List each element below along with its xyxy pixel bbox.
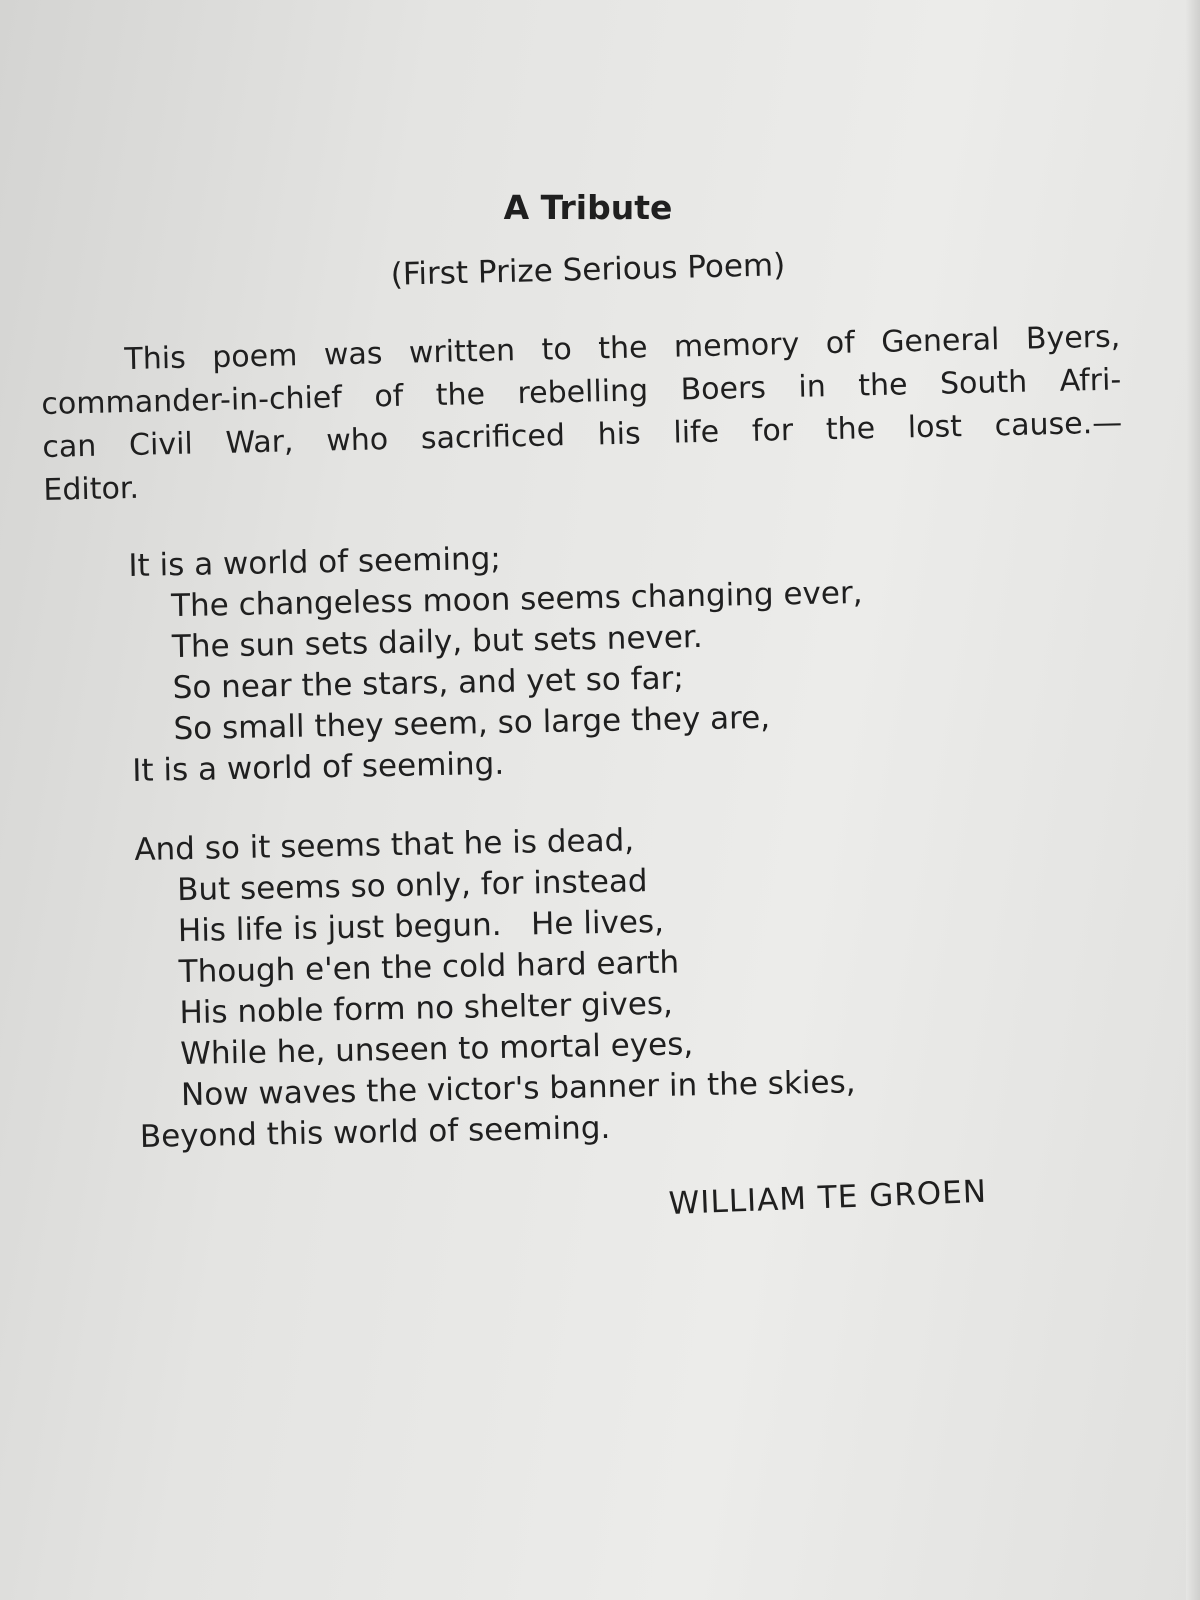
verse-line: Now waves the victor's banner in the skies, bbox=[180, 1064, 856, 1114]
verse-line: His noble form no shelter gives, bbox=[179, 985, 674, 1032]
editor-note-line: This poem was written to the memory of General Byers, bbox=[124, 319, 1121, 378]
verse-line: And so it seems that he is dead, bbox=[134, 822, 635, 868]
verse-line: The sun sets daily, but sets never. bbox=[171, 618, 703, 666]
verse-line: Though e'en the cold hard earth bbox=[178, 944, 680, 991]
verse-line: So small they seem, so large they are, bbox=[173, 699, 771, 748]
author-signature: WILLIAM TE GROEN bbox=[668, 1173, 988, 1222]
stanza-1 bbox=[128, 532, 866, 792]
editor-note-line: can Civil War, who sacrificed his life for the lost cause.— bbox=[42, 405, 1123, 465]
verse-line: So near the stars, and yet so far; bbox=[172, 660, 685, 707]
stanza-2 bbox=[134, 816, 857, 1158]
verse-line: Beyond this world of seeming. bbox=[139, 1109, 611, 1155]
verse-line: But seems so only, for instead bbox=[176, 863, 648, 909]
verse-line: His life is just begun. He lives, bbox=[177, 903, 665, 950]
editor-note bbox=[40, 315, 1124, 511]
poem-subtitle: (First Prize Serious Poem) bbox=[390, 247, 786, 293]
verse-line: While he, unseen to mortal eyes, bbox=[179, 1026, 694, 1073]
verse-line: The changeless moon seems changing ever, bbox=[170, 574, 863, 625]
editor-note-line: Editor. bbox=[43, 470, 140, 508]
poem-title: A Tribute bbox=[503, 188, 673, 227]
editor-note-line: commander-in-chief of the rebelling Boers in the South Afri- bbox=[41, 362, 1122, 422]
verse-line: It is a world of seeming; bbox=[128, 540, 502, 584]
page-edge bbox=[1186, 0, 1200, 1600]
verse-line: It is a world of seeming. bbox=[131, 745, 505, 789]
